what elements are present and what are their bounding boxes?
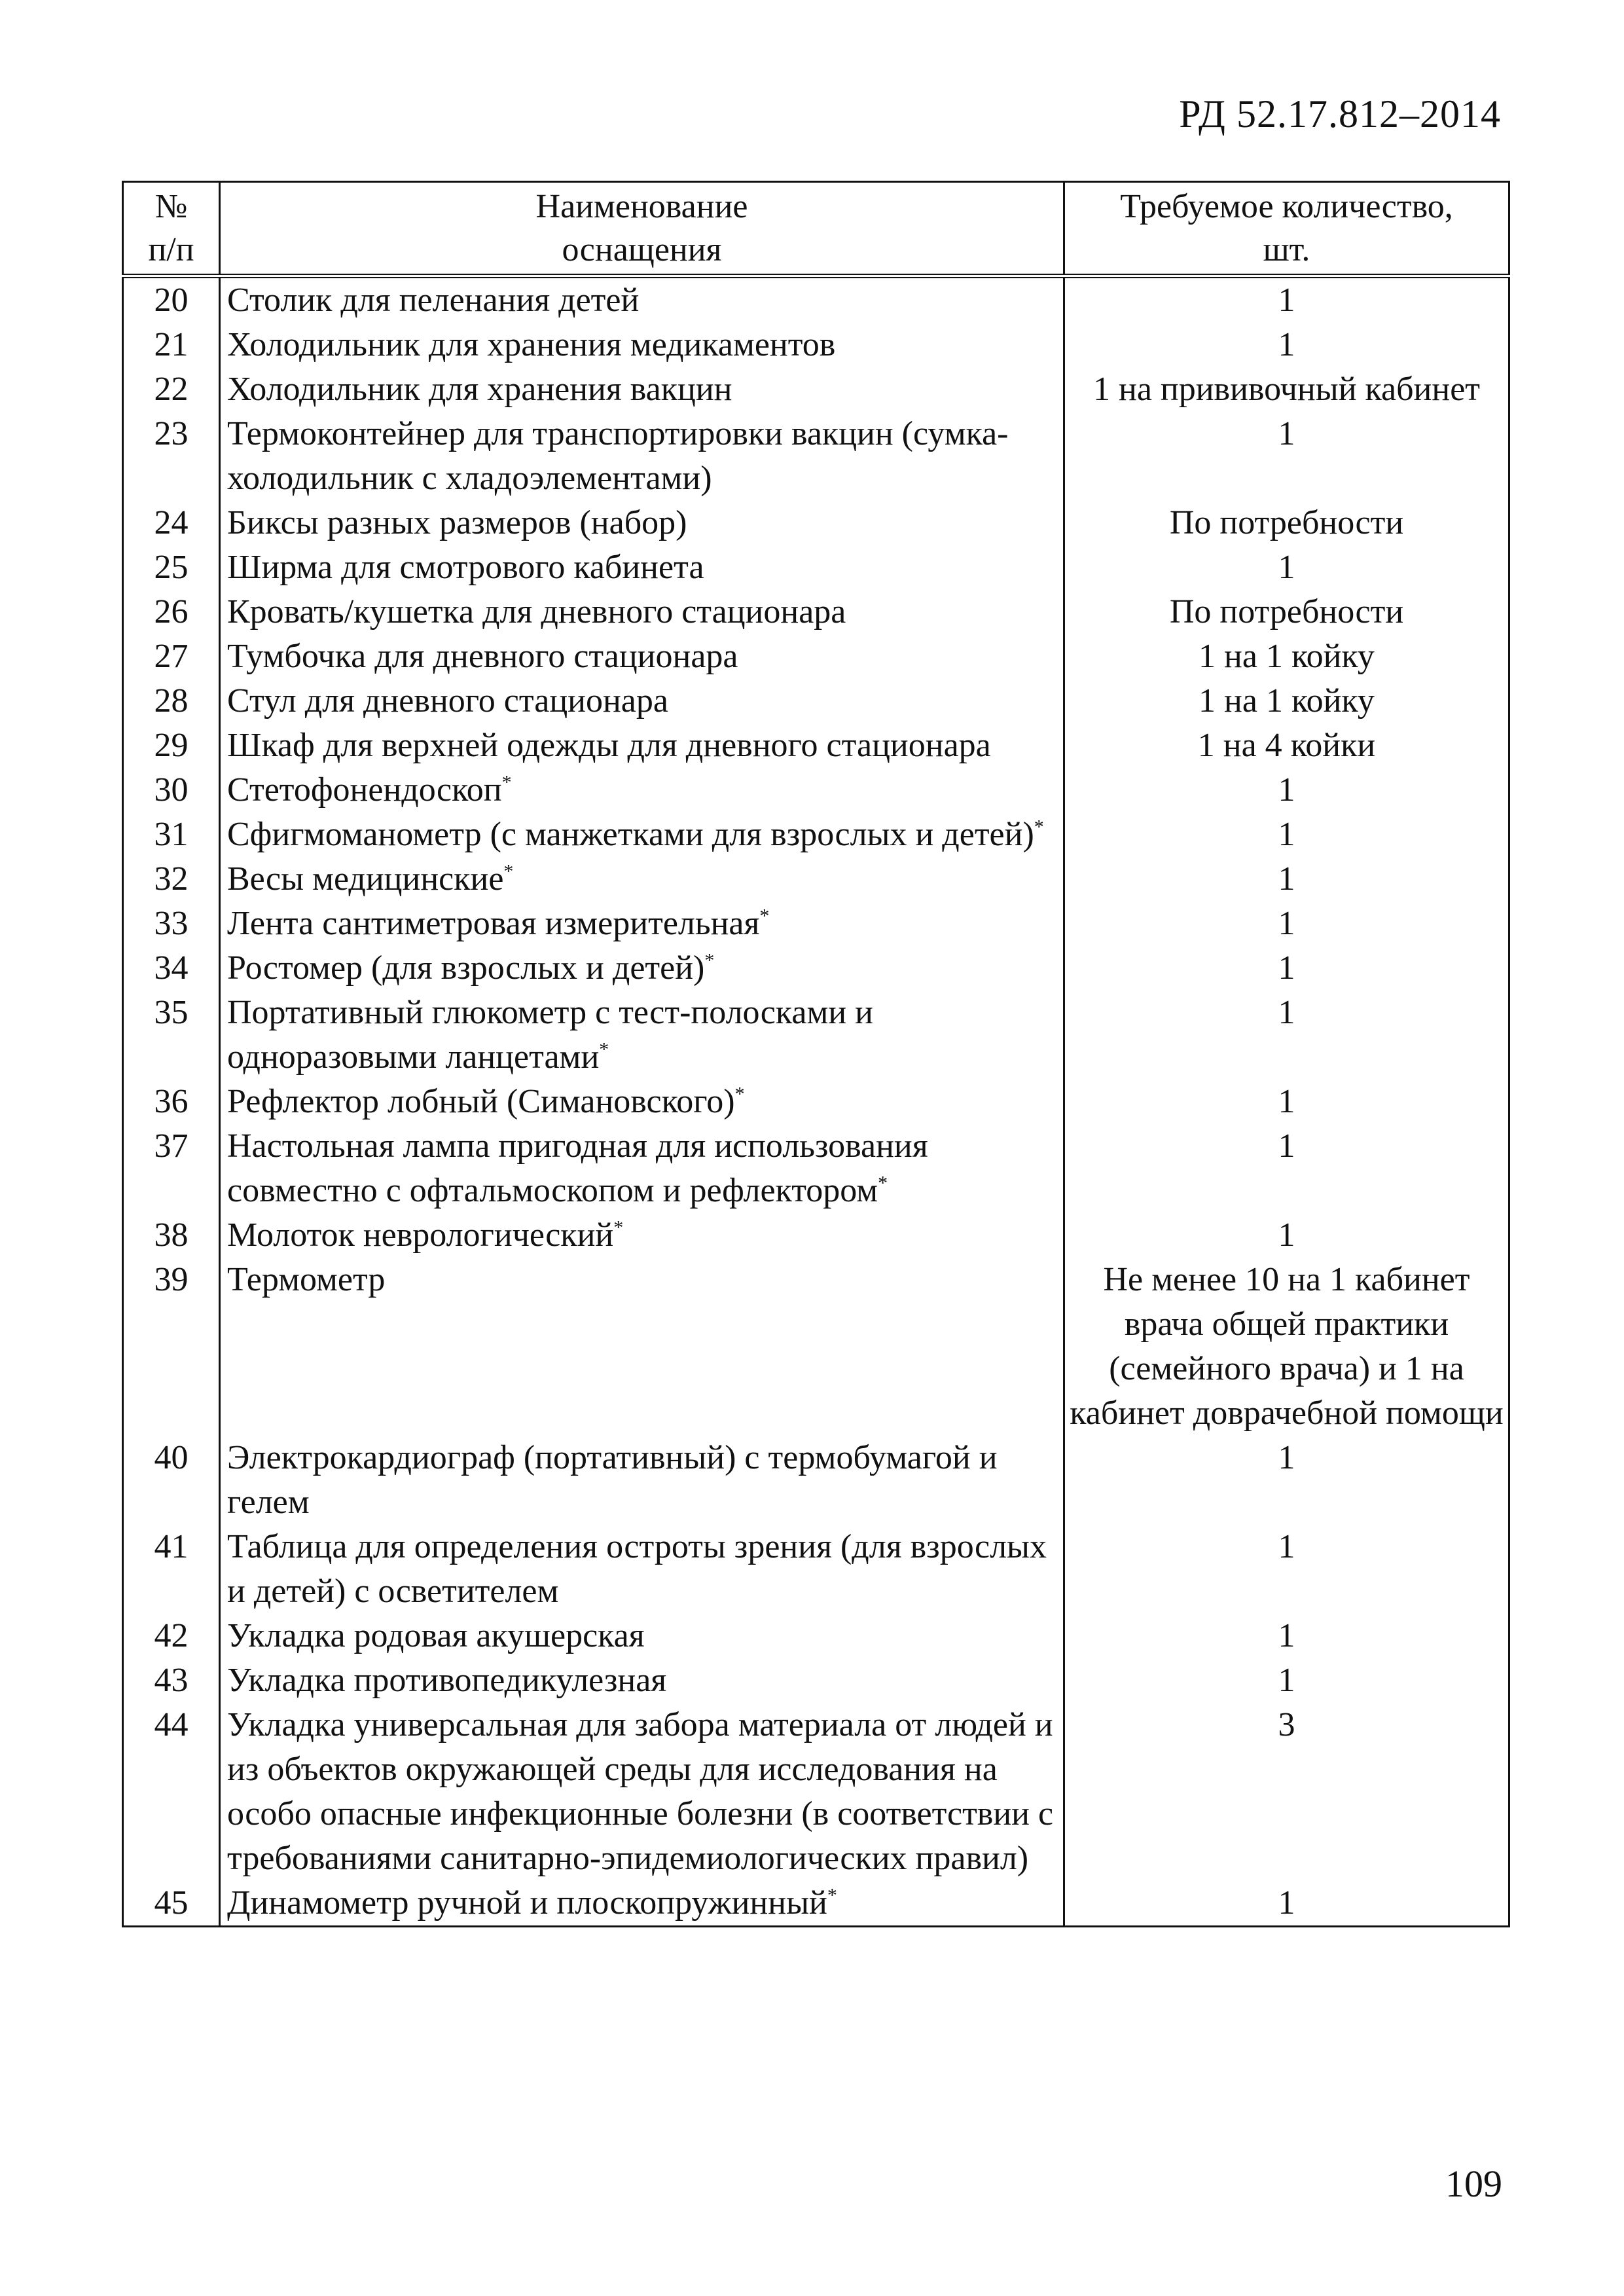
equipment-name: Кровать/кушетка для дневного стационара — [227, 593, 846, 630]
row-number: 22 — [123, 367, 220, 412]
required-quantity: 1 — [1064, 1436, 1509, 1525]
required-quantity: 1 — [1064, 276, 1509, 323]
required-quantity: 1 — [1064, 812, 1509, 857]
equipment-name-cell — [220, 679, 1064, 723]
required-quantity: 1 — [1064, 1881, 1509, 1927]
required-quantity: 1 — [1064, 768, 1509, 812]
table-row — [123, 1703, 1509, 1881]
table-row — [123, 768, 1509, 812]
table-row — [123, 1658, 1509, 1703]
row-number: 36 — [123, 1080, 220, 1124]
equipment-name: Укладка универсальная для забора материала от людей и из объектов окружающей среды для исследования на особо опасные инфекционные болезни (в соответствии с требованиями санитарно-эпидемиологических правил) — [227, 1706, 1054, 1877]
required-quantity: 1 — [1064, 991, 1509, 1080]
row-number: 21 — [123, 323, 220, 367]
equipment-name-cell — [220, 545, 1064, 590]
required-quantity: 1 на 1 койку — [1064, 634, 1509, 679]
equipment-name: Холодильник для хранения медикаментов — [227, 326, 836, 363]
column-header-name: Наименование оснащения — [220, 182, 1064, 276]
row-number: 37 — [123, 1124, 220, 1213]
required-quantity: 1 — [1064, 412, 1509, 501]
equipment-name-cell — [220, 902, 1064, 946]
required-quantity: 3 — [1064, 1703, 1509, 1881]
equipment-name-cell — [220, 1124, 1064, 1213]
row-number: 29 — [123, 723, 220, 768]
equipment-name-cell — [220, 367, 1064, 412]
equipment-name-cell — [220, 590, 1064, 634]
equipment-name-cell — [220, 768, 1064, 812]
equipment-name-cell — [220, 991, 1064, 1080]
table-row — [123, 679, 1509, 723]
required-quantity: 1 — [1064, 1124, 1509, 1213]
table-row — [123, 991, 1509, 1080]
equipment-name: Настольная лампа пригодная для использования совместно с офтальмоскопом и рефлектором — [227, 1127, 928, 1209]
required-quantity: 1 — [1064, 946, 1509, 991]
row-number: 44 — [123, 1703, 220, 1881]
equipment-name: Холодильник для хранения вакцин — [227, 371, 732, 408]
equipment-name: Ширма для смотрового кабинета — [227, 549, 704, 586]
equipment-name: Биксы разных размеров (набор) — [227, 504, 687, 541]
table-row — [123, 367, 1509, 412]
row-number: 39 — [123, 1258, 220, 1436]
footnote-marker: * — [734, 1083, 745, 1105]
footnote-marker: * — [613, 1216, 624, 1239]
table-row — [123, 276, 1509, 323]
row-number: 26 — [123, 590, 220, 634]
equipment-name-cell — [220, 1881, 1064, 1927]
document-code: РД 52.17.812–2014 — [1179, 92, 1501, 136]
table-row — [123, 1614, 1509, 1658]
row-number: 35 — [123, 991, 220, 1080]
row-number: 32 — [123, 857, 220, 902]
equipment-name: Молоток неврологический — [227, 1216, 614, 1254]
table-row — [123, 1213, 1509, 1258]
equipment-name: Стул для дневного стационара — [227, 682, 668, 720]
footnote-marker: * — [827, 1884, 837, 1906]
equipment-name-cell — [220, 723, 1064, 768]
table-row — [123, 634, 1509, 679]
table-row — [123, 1436, 1509, 1525]
equipment-name-cell — [220, 857, 1064, 902]
equipment-name: Таблица для определения остроты зрения (для взрослых и детей) с осветителем — [227, 1528, 1047, 1610]
equipment-name: Шкаф для верхней одежды для дневного стационара — [227, 727, 991, 764]
required-quantity: 1 на 4 койки — [1064, 723, 1509, 768]
row-number: 31 — [123, 812, 220, 857]
row-number: 20 — [123, 276, 220, 323]
row-number: 24 — [123, 501, 220, 545]
equipment-name-cell — [220, 1658, 1064, 1703]
required-quantity: 1 на прививочный кабинет — [1064, 367, 1509, 412]
required-quantity: 1 — [1064, 1080, 1509, 1124]
footnote-marker: * — [1034, 816, 1044, 838]
required-quantity: 1 — [1064, 857, 1509, 902]
table-row — [123, 1080, 1509, 1124]
footnote-marker: * — [501, 771, 512, 793]
equipment-name-cell — [220, 946, 1064, 991]
required-quantity: 1 — [1064, 902, 1509, 946]
equipment-name-cell — [220, 1258, 1064, 1436]
equipment-name-cell — [220, 276, 1064, 323]
equipment-name: Динамометр ручной и плоскопружинный — [227, 1884, 827, 1922]
table-row — [123, 501, 1509, 545]
row-number: 38 — [123, 1213, 220, 1258]
equipment-name-cell — [220, 1080, 1064, 1124]
row-number: 25 — [123, 545, 220, 590]
equipment-name: Сфигмоманометр (с манжетками для взрослых и детей) — [227, 816, 1034, 853]
table-row — [123, 857, 1509, 902]
equipment-name: Электрокардиограф (портативный) с термобумагой и гелем — [227, 1439, 998, 1521]
required-quantity: 1 — [1064, 1658, 1509, 1703]
equipment-name-cell — [220, 812, 1064, 857]
equipment-name: Лента сантиметровая измерительная — [227, 905, 760, 942]
required-quantity: 1 — [1064, 1525, 1509, 1614]
required-quantity: По потребности — [1064, 501, 1509, 545]
equipment-name-cell — [220, 1213, 1064, 1258]
equipment-name: Укладка родовая акушерская — [227, 1617, 645, 1654]
equipment-name-cell — [220, 1525, 1064, 1614]
row-number: 42 — [123, 1614, 220, 1658]
table-row — [123, 1881, 1509, 1927]
column-header-quantity: Требуемое количество, шт. — [1064, 182, 1509, 276]
table-row — [123, 812, 1509, 857]
table-row — [123, 946, 1509, 991]
row-number: 33 — [123, 902, 220, 946]
table-row — [123, 902, 1509, 946]
equipment-name: Ростомер (для взрослых и детей) — [227, 949, 705, 987]
row-number: 34 — [123, 946, 220, 991]
table-row — [123, 590, 1509, 634]
row-number: 27 — [123, 634, 220, 679]
table-body — [123, 276, 1509, 1927]
table-row — [123, 323, 1509, 367]
table-row — [123, 1525, 1509, 1614]
row-number: 30 — [123, 768, 220, 812]
equipment-name: Рефлектор лобный (Симановского) — [227, 1083, 735, 1120]
table-row — [123, 1124, 1509, 1213]
table-row — [123, 412, 1509, 501]
table-row — [123, 1258, 1509, 1436]
required-quantity: Не менее 10 на 1 кабинет врача общей практики (семейного врача) и 1 на кабинет доврачебной помощи — [1064, 1258, 1509, 1436]
required-quantity: 1 — [1064, 1614, 1509, 1658]
equipment-table — [122, 181, 1510, 1927]
required-quantity: 1 — [1064, 545, 1509, 590]
footnote-marker: * — [878, 1172, 888, 1194]
row-number: 43 — [123, 1658, 220, 1703]
equipment-name: Столик для пеленания детей — [227, 282, 640, 319]
footnote-marker: * — [759, 905, 770, 927]
footnote-marker: * — [704, 949, 715, 972]
equipment-name-cell — [220, 634, 1064, 679]
page-number: 109 — [1445, 2162, 1502, 2205]
table-header-row — [123, 182, 1509, 276]
row-number: 40 — [123, 1436, 220, 1525]
required-quantity: По потребности — [1064, 590, 1509, 634]
equipment-name: Термометр — [227, 1261, 386, 1298]
required-quantity: 1 — [1064, 1213, 1509, 1258]
equipment-name: Укладка противопедикулезная — [227, 1662, 667, 1699]
equipment-name-cell — [220, 1703, 1064, 1881]
column-header-number: № п/п — [123, 182, 220, 276]
table-row — [123, 545, 1509, 590]
table-row — [123, 723, 1509, 768]
footnote-marker: * — [599, 1038, 609, 1061]
equipment-name: Термоконтейнер для транспортировки вакцин (сумка-холодильник с хладоэлементами) — [227, 415, 1009, 497]
row-number: 41 — [123, 1525, 220, 1614]
required-quantity: 1 — [1064, 323, 1509, 367]
equipment-name-cell — [220, 323, 1064, 367]
equipment-name: Стетофонендоскоп — [227, 771, 502, 809]
footnote-marker: * — [503, 860, 514, 883]
equipment-name-cell — [220, 412, 1064, 501]
row-number: 45 — [123, 1881, 220, 1927]
equipment-name: Портативный глюкометр с тест-полосками и одноразовыми ланцетами — [227, 994, 874, 1076]
row-number: 28 — [123, 679, 220, 723]
equipment-name-cell — [220, 1436, 1064, 1525]
equipment-name: Тумбочка для дневного стационара — [227, 638, 738, 675]
equipment-name: Весы медицинские — [227, 860, 504, 898]
row-number: 23 — [123, 412, 220, 501]
required-quantity: 1 на 1 койку — [1064, 679, 1509, 723]
equipment-name-cell — [220, 501, 1064, 545]
equipment-name-cell — [220, 1614, 1064, 1658]
